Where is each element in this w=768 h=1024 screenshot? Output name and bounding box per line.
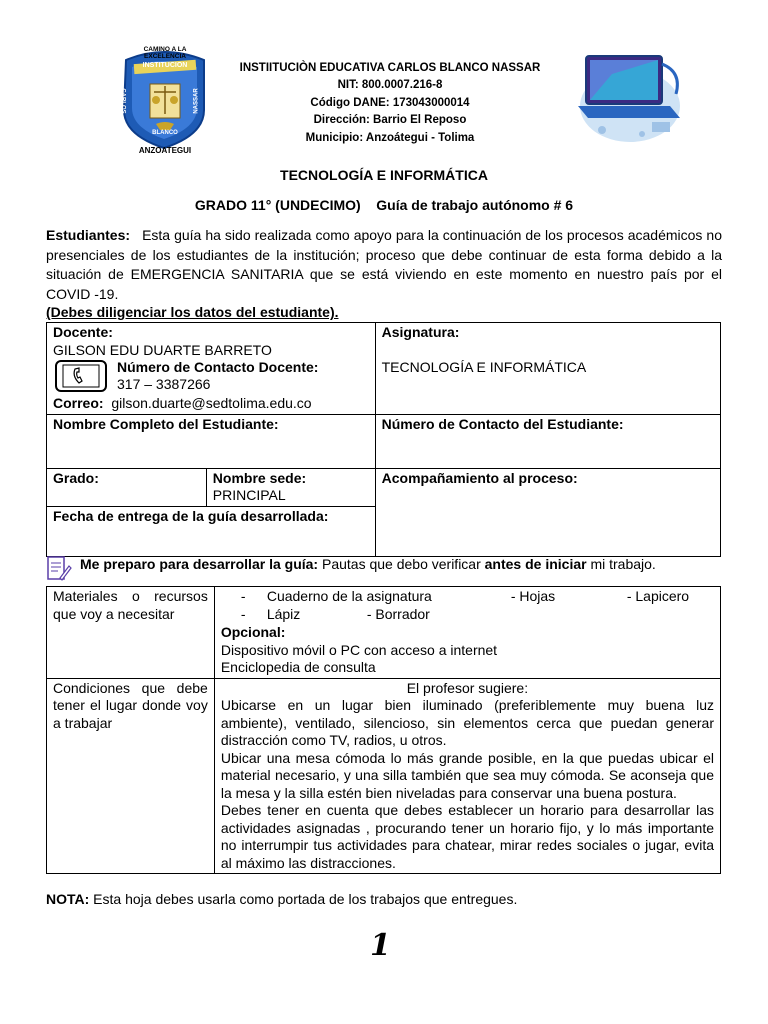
docente-label: Docente: [53,324,113,340]
material-borrador: - Borrador [366,606,430,622]
page-number: 1 [370,928,391,963]
asignatura-value: TECNOLOGÍA E INFORMÁTICA [381,358,587,375]
institution-name: INSTIITUCIÒN EDUCATIVA CARLOS BLANCO NASSAR [239,62,541,74]
technology-illustration [572,44,692,144]
institution-municipality: Municipio: Anzoátegui - Tolima [305,131,475,144]
condition-1: Ubicarse en un lugar bien iluminado (preferiblemente muy buena luz ambiente), ventilado, silencioso, sin elementos cerca que puedan generar distracción como TV, radios, u otros. [220,697,714,748]
logo-ribbon-text: INSTITUCION [142,62,188,69]
prep-bold-1: Me preparo para desarrollar la guía: [80,556,319,572]
document-subtitle: GRADO 11° (UNDECIMO) Guía de trabajo autónomo # 6 [194,197,574,213]
correo-value: gilson.duarte@sedtolima.edu.co [111,395,312,411]
intro-paragraph [46,226,722,304]
acompanamiento-field[interactable]: Acompañamiento al proceso: [375,468,720,556]
materials-table [46,586,721,874]
materials-bullet-1: - [240,588,246,604]
nota-text: Esta hoja debes usarla como portada de los trabajos que entregues. [89,891,518,907]
material-lapicero: - Lapicero [626,588,690,604]
asignatura-label: Asignatura: [381,324,460,340]
sede-value: PRINCIPAL [212,487,286,503]
prep-bold-2: antes de iniciar [484,556,587,572]
docente-name: GILSON EDU DUARTE BARRETO [53,341,272,358]
prep-instruction [80,556,656,572]
prep-text-2: mi trabajo. [586,556,656,572]
docente-contact-label: Número de Contacto Docente: [117,359,319,375]
intro-text: Esta guía ha sido realizada como apoyo para la continuación de los procesos académicos no presenciales de los estudiantes de la institución; proceso que debe continuar de esta forma debido a la situación de EMERGENCIA SANITARIA que se está viviendo en este momento en nuestro país por el COVID -19. [46,227,723,302]
sugiere-heading: El profesor sugiere: [406,679,529,696]
student-name-field[interactable]: Nombre Completo del Estudiante: [47,414,376,468]
material-cuaderno: Cuaderno de la asignatura [266,588,432,604]
intro-label: Estudiantes: [46,227,131,243]
institution-address: Dirección: Barrio El Reposo [313,114,467,127]
condition-2: Ubicar una mesa cómoda lo más grande posible, en la que puedas ubicar el material necesario, y una silla también que sea muy cómoda. Se aconseja que la mesa y la silla estén bien niveladas para conservar una buena postura. [220,749,714,801]
prep-text-1: Pautas que debo verificar [318,556,485,572]
sede-label: Nombre sede: [212,469,307,486]
logo-top-text: CAMINO A LA EXCELENCIA [143,46,187,60]
condition-3: Debes tener en cuenta que debes establecer un horario para desarrollar las actividades asignadas , procurando tener un horario fijo, y lo más importante no interrumpir tus actividades para chatear, mirar redes sociales o jugar, evita al máximo las distracciones. [220,802,714,871]
nota-label: NOTA: [46,891,90,907]
materials-label: Materiales o recursos que voy a necesitar [47,587,215,679]
fecha-entrega-field[interactable]: Fecha de entrega de la guía desarrollada: [47,506,376,556]
materials-cell [214,587,720,679]
info-table [46,322,721,557]
opcional-item-1: Dispositivo móvil o PC con acceso a internet [220,641,498,658]
student-data-instruction: (Debes diligenciar los datos del estudiante). [46,304,339,320]
asignatura-cell [375,323,720,415]
conditions-label: Condiciones que debe tener el lugar donde voy a trabajar [47,678,215,874]
opcional-item-2: Enciclopedia de consulta [220,659,376,675]
docente-cell [47,323,376,415]
checklist-icon [46,554,72,582]
document-title: TECNOLOGÍA E INFORMÁTICA [280,167,488,183]
docente-contact-value: 317 – 3387266 [117,376,211,392]
institution-header [200,60,580,147]
institution-dane: Código DANE: 173043000014 [310,96,470,109]
nota-line [46,891,517,907]
logo-bottom-text: BLANCO [152,130,178,136]
phone-icon [55,360,107,392]
institution-nit: NIT: 800.0007.216-8 [337,79,443,92]
logo-left-text: CARLOS [119,88,126,114]
conditions-cell [214,678,720,874]
opcional-label: Opcional: [220,624,286,640]
logo-right-text: NASSAR [193,88,200,114]
material-hojas: - Hojas [510,588,556,604]
material-lapiz: Lápiz [266,606,301,622]
materials-bullet-2: - [240,606,246,622]
student-contact-field[interactable]: Número de Contacto del Estudiante: [375,414,720,468]
correo-label: Correo: [53,395,104,411]
logo-city-text: ANZOATEGUI [138,146,192,155]
sede-cell [206,468,375,506]
grado-field[interactable]: Grado: [47,468,207,506]
